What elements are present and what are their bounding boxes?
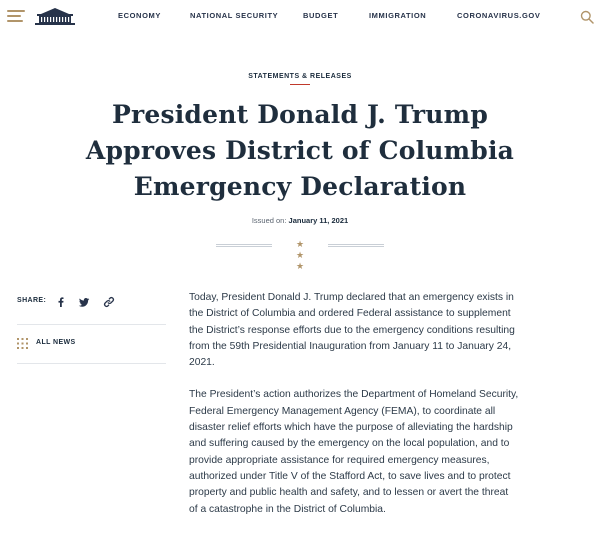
search-icon[interactable] xyxy=(580,10,594,24)
main-nav xyxy=(0,11,600,25)
share-label: SHARE: xyxy=(17,297,47,304)
article-paragraph: The President’s action authorizes the Department of Homeland Security, Federal Emergency Management Agency (FEMA), to coordinate all disaster relief efforts which have the purpose of alleviating the hardship and suffering caused by the emergency on the local population, and to provide appropriate assistance for required emergency measures, authorized under Title V of the Stafford Act, to save lives and to protect property and public health and safety, and to lessen or avert the threat of a catastrophe in the District of Columbia. xyxy=(189,389,519,515)
divider-line-left xyxy=(216,244,272,247)
nav-item-national-security[interactable]: NATIONAL SECURITY xyxy=(190,11,279,20)
page-title: President Donald J. Trump Approves District of Columbia Emergency Declaration xyxy=(85,100,515,201)
star-divider xyxy=(216,239,384,271)
all-news-link[interactable] xyxy=(17,337,166,351)
nav-item-coronavirus[interactable]: CORONAVIRUS.GOV xyxy=(457,11,541,20)
sidebar-divider xyxy=(17,363,166,364)
article-category[interactable]: STATEMENTS & RELEASES xyxy=(248,73,352,80)
divider-stars: ★ ★ ★ xyxy=(295,239,314,271)
issued-date-value: January 11, 2021 xyxy=(288,216,349,225)
sidebar-divider xyxy=(17,324,166,325)
all-news-label: ALL NEWS xyxy=(36,339,76,346)
nav-item-budget[interactable]: BUDGET xyxy=(303,11,339,20)
share-bar xyxy=(17,296,167,310)
facebook-icon[interactable] xyxy=(55,296,67,308)
category-underline xyxy=(290,84,310,85)
article-body xyxy=(189,290,519,534)
link-icon[interactable] xyxy=(103,296,115,308)
nav-item-immigration[interactable]: IMMIGRATION xyxy=(369,11,427,20)
issued-label: Issued on: xyxy=(251,216,287,225)
issued-date xyxy=(0,216,600,225)
grid-icon xyxy=(17,338,28,349)
twitter-icon[interactable] xyxy=(78,296,90,308)
nav-item-economy[interactable]: ECONOMY xyxy=(118,11,161,20)
divider-line-right xyxy=(328,244,384,247)
site-header xyxy=(0,0,600,36)
article-paragraph: Today, President Donald J. Trump declared that an emergency exists in the District of Columbia and ordered Federal assistance to supplement the District’s response efforts due to the emergency conditions resulting from the 59th Presidential Inauguration from January 11 to January 24, 2021. xyxy=(189,292,515,369)
